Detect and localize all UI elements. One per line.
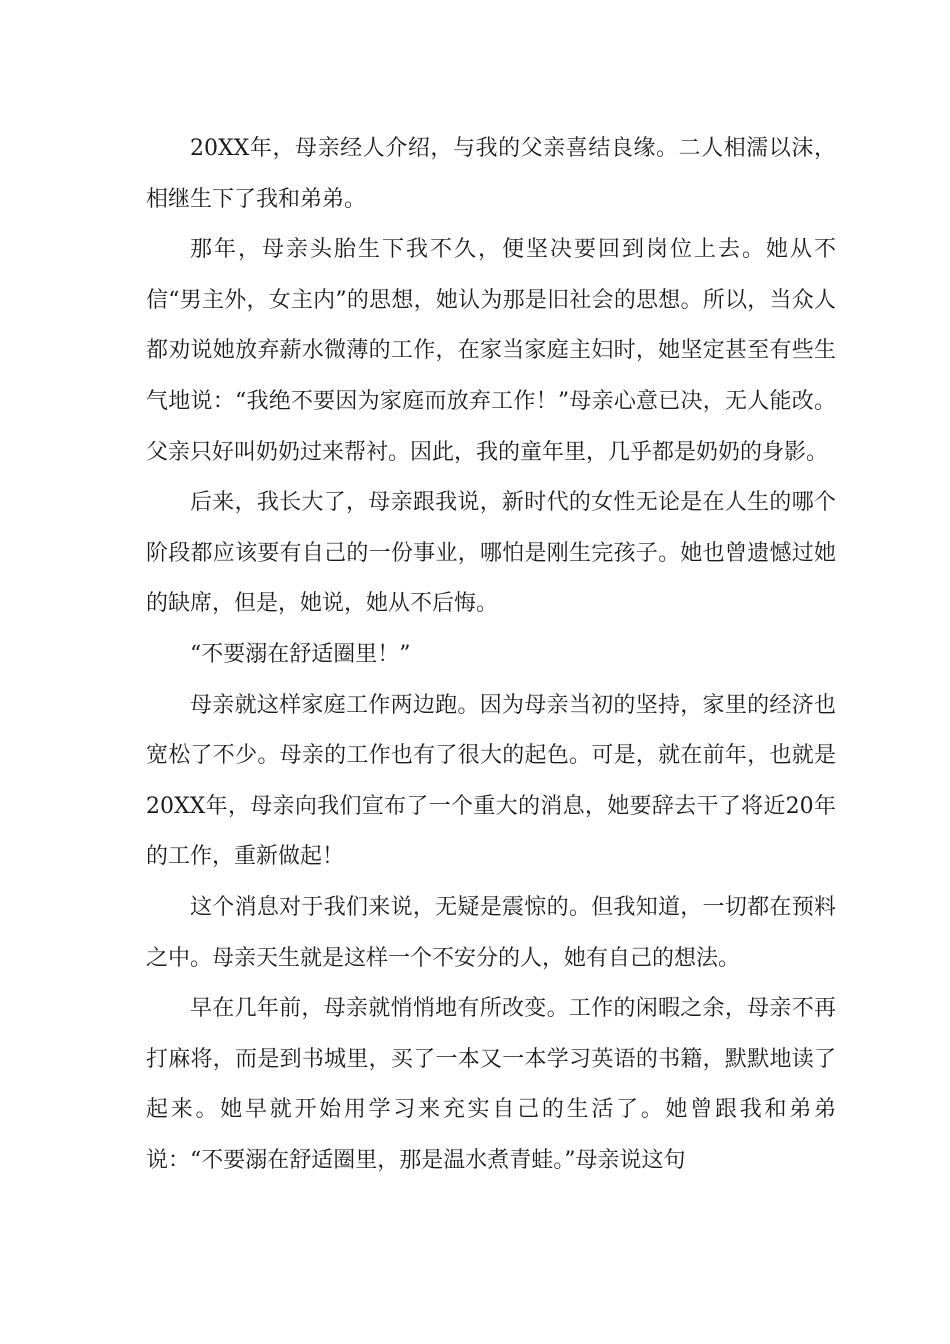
paragraph-5: 母亲就这样家庭工作两边跑。因为母亲当初的坚持，家里的经济也宽松了不少。母亲的工作也有了很大的起色。可是，就在前年，也就是20XX年，母亲向我们宣布了一个重大的消息，她要辞去干了将近20年的工作，重新做起！ xyxy=(146,692,836,870)
paragraph-6: 这个消息对于我们来说，无疑是震惊的。但我知道，一切都在预料之中。母亲天生就是这样一个不安分的人，她有自己的想法。 xyxy=(146,894,836,971)
paragraph-4-quote: “不要溺在舒适圈里！” xyxy=(190,641,411,667)
paragraph-2: 那年，母亲头胎生下我不久，便坚决要回到岗位上去。她从不信“男主外，女主内”的思想，她认为那是旧社会的思想。所以，当众人都劝说她放弃薪水微薄的工作，在家当家庭主妇时，她坚定甚至有些生气地说：“我绝不要因为家庭而放弃工作！”母亲心意已决，无人能改。父亲只好叫奶奶过来帮衬。因此，我的童年里，几乎都是奶奶的身影。 xyxy=(146,237,836,465)
paragraph-7: 早在几年前，母亲就悄悄地有所改变。工作的闲暇之余，母亲不再打麻将，而是到书城里，买了一本又一本学习英语的书籍，默默地读了起来。她早就开始用学习来充实自己的生活了。她曾跟我和弟弟说：“不要溺在舒适圈里，那是温水煮青蛙。”母亲说这句 xyxy=(146,996,836,1173)
document-body xyxy=(146,124,836,1186)
paragraph-1: 20XX年，母亲经人介绍，与我的父亲喜结良缘。二人相濡以沫，相继生下了我和弟弟。 xyxy=(146,136,836,212)
paragraph-3: 后来，我长大了，母亲跟我说，新时代的女性无论是在人生的哪个阶段都应该要有自己的一份事业，哪怕是刚生完孩子。她也曾遗憾过她的缺席，但是，她说，她从不后悔。 xyxy=(146,490,836,617)
